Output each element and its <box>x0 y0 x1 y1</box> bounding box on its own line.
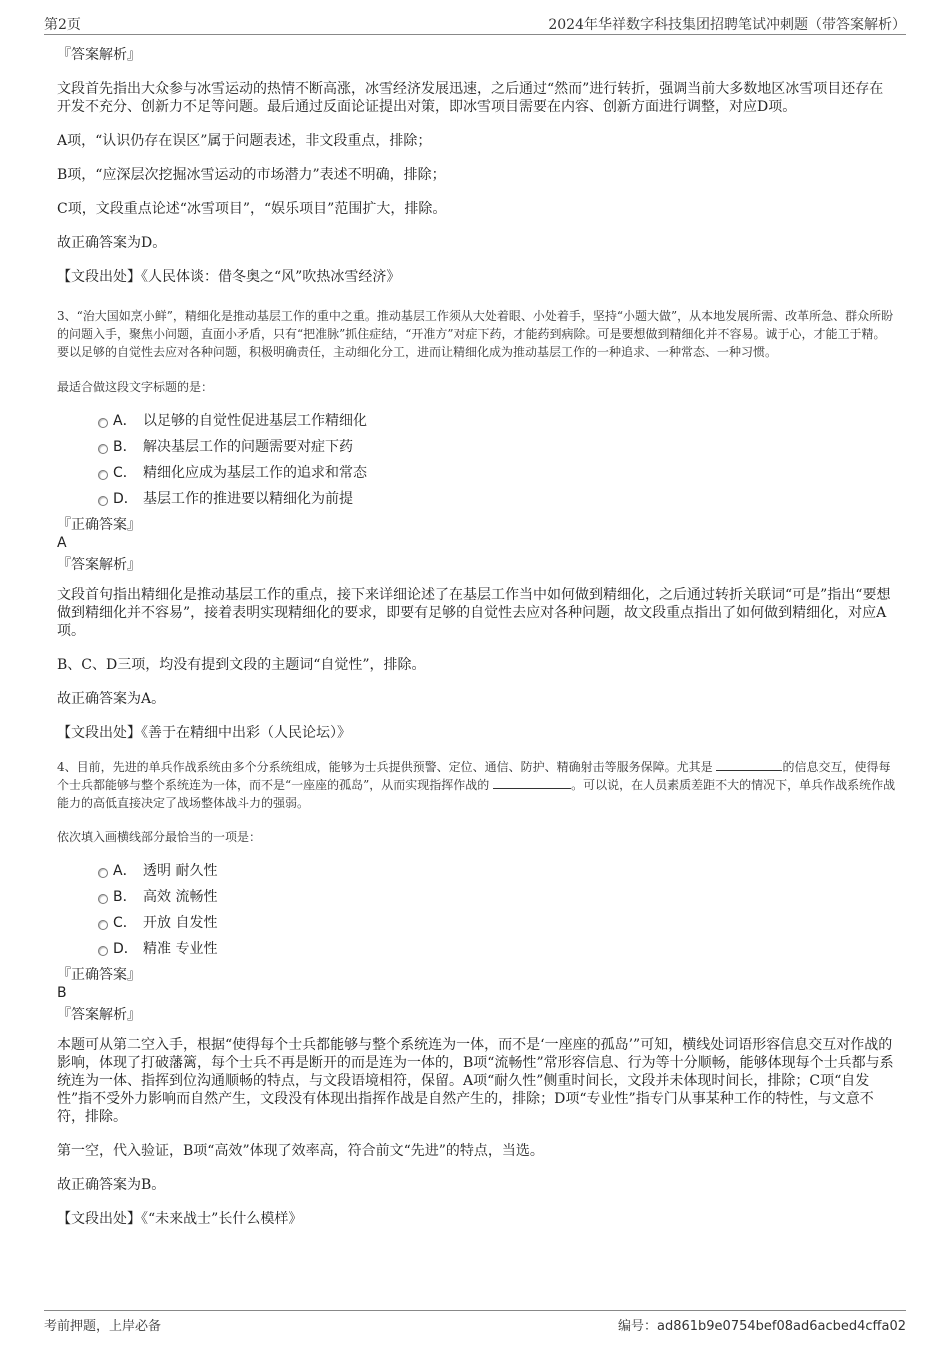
analysis-paragraph: 第一空，代入验证，B项“高效”体现了效率高，符合前文“先进”的特点，当选。 <box>57 1143 544 1159</box>
page-header <box>44 12 906 35</box>
source-citation: 【文段出处】《人民体谈：借冬奥之“风”吹热冰雪经济》 <box>57 269 401 285</box>
question-stem: 4、目前，先进的单兵作战系统由多个分系统组成，能够为士兵提供预警、定位、通信、防护、精确射击等服务保障。尤其是 的信息交互，使得每个士兵都能够与整个系统连为一体，而不是“一座座的孤岛”，从而实现指挥作战的 。可以说，在人员素质差距不大的情况下，单兵作战系统作战能力的高低直接决定了战场整体战斗力的强弱。 <box>57 760 896 810</box>
radio-icon[interactable] <box>98 894 108 904</box>
option-b[interactable]: B． 解决基层工作的问题需要对症下药 <box>57 434 897 460</box>
page-footer <box>44 1310 906 1333</box>
radio-icon[interactable] <box>98 946 108 956</box>
analysis-paragraph: A项，“认识仍存在误区”属于问题表述，非文段重点，排除； <box>57 133 432 149</box>
analysis-paragraph: 文段首句指出精细化是推动基层工作的重点，接下来详细论述了在基层工作当中如何做到精细化，之后通过转折关联词“可是”指出“要想做到精细化并不容易”，接着表明实现精细化的要求，即要有足够的自觉性去应对各种问题，故文段重点指出了如何做到精细化，对应A项。 <box>57 587 891 639</box>
fill-blank-1 <box>716 758 782 771</box>
radio-icon[interactable] <box>98 920 108 930</box>
radio-icon[interactable] <box>98 868 108 878</box>
radio-icon[interactable] <box>98 470 108 480</box>
analysis-paragraph: 本题可从第二空入手，根据“使得每个士兵都能够与整个系统连为一体，而不是‘一座座的孤岛’”可知，横线处词语形容信息交互对作战的影响，体现了打破藩篱，每个士兵不再是断开的而是连为一体的，B项“流畅性”常形容信息、行为等十分顺畅，能够体现每个士兵都与系统连为一体、指挥到位沟通顺畅的特点，与文段语境相符，保留。A项“耐久性”侧重时间长，文段并未体现时间长，排除；C项“自发性”指不受外力影响而自然产生，文段没有体现出指挥作战是自然产生的，排除；D项“专业性”指专门从事某种工作的特性，与文意不符，排除。 <box>57 1037 894 1125</box>
source-citation: 【文段出处】《善于在精细中出彩（人民论坛）》 <box>57 725 351 741</box>
option-d[interactable]: D． 基层工作的推进要以精细化为前提 <box>57 486 897 512</box>
analysis-paragraph: 文段首先指出大众参与冰雪运动的热情不断高涨，冰雪经济发展迅速，之后通过“然而”进行转折，强调当前大多数地区冰雪项目还存在开发不充分、创新力不足等问题。最后通过反面论证提出对策，即冰雪项目需要在内容、创新方面进行调整，对应D项。 <box>57 81 884 115</box>
fill-blank-2 <box>493 776 571 789</box>
correct-answer: A <box>57 535 67 551</box>
analysis-label: 『答案解析』 <box>57 1007 141 1023</box>
correct-answer-label: 『正确答案』 <box>57 967 141 983</box>
document-code: 编号：ad861b9e0754bef08ad6acbed4cffa02 <box>617 1319 906 1334</box>
question-prompt: 依次填入画横线部分最恰当的一项是： <box>57 830 262 844</box>
question-prompt: 最适合做这段文字标题的是： <box>57 380 214 394</box>
analysis-label: 『答案解析』 <box>57 557 141 573</box>
answer-statement: 故正确答案为A。 <box>57 691 166 707</box>
option-d[interactable]: D． 精准 专业性 <box>57 936 897 962</box>
option-c[interactable]: C． 开放 自发性 <box>57 910 897 936</box>
page-content <box>57 46 897 1228</box>
radio-icon[interactable] <box>98 496 108 506</box>
option-list <box>57 858 897 962</box>
source-citation: 【文段出处】《“未来战士”长什么模样》 <box>57 1211 303 1227</box>
option-b[interactable]: B． 高效 流畅性 <box>57 884 897 910</box>
analysis-paragraph: B、C、D三项，均没有提到文段的主题词“自觉性”，排除。 <box>57 657 426 673</box>
page-number: 第2页 <box>44 17 81 33</box>
correct-answer-label: 『正确答案』 <box>57 517 141 533</box>
document-title: 2024年华祥数字科技集团招聘笔试冲刺题（带答案解析） <box>548 17 906 33</box>
correct-answer: B <box>57 985 67 1001</box>
analysis-paragraph: B项，“应深层次挖掘冰雪运动的市场潜力”表述不明确，排除； <box>57 167 446 183</box>
question-stem: 3、“治大国如烹小鲜”，精细化是推动基层工作的重中之重。推动基层工作须从大处着眼、小处着手，坚持“小题大做”，从本地发展所需、改革所急、群众所盼的问题入手，聚焦小问题，直面小矛盾，只有“把准脉”抓住症结，“开准方”对症下药，才能药到病除。可是要想做到精细化并不容易。诚于心，才能工于精。要以足够的自觉性去应对各种问题，积极明确责任，主动细化分工，进而让精细化成为推动基层工作的一种追求、一种常态、一种习惯。 <box>57 309 894 359</box>
option-list <box>57 408 897 512</box>
analysis-paragraph: C项，文段重点论述“冰雪项目”，“娱乐项目”范围扩大，排除。 <box>57 201 447 217</box>
answer-statement: 故正确答案为B。 <box>57 1177 166 1193</box>
radio-icon[interactable] <box>98 418 108 428</box>
option-a[interactable]: A． 透明 耐久性 <box>57 858 897 884</box>
option-c[interactable]: C． 精细化应成为基层工作的追求和常态 <box>57 460 897 486</box>
answer-statement: 故正确答案为D。 <box>57 235 167 251</box>
option-a[interactable]: A． 以足够的自觉性促进基层工作精细化 <box>57 408 897 434</box>
radio-icon[interactable] <box>98 444 108 454</box>
analysis-label: 『答案解析』 <box>57 47 141 63</box>
footer-slogan: 考前押题，上岸必备 <box>44 1319 162 1334</box>
